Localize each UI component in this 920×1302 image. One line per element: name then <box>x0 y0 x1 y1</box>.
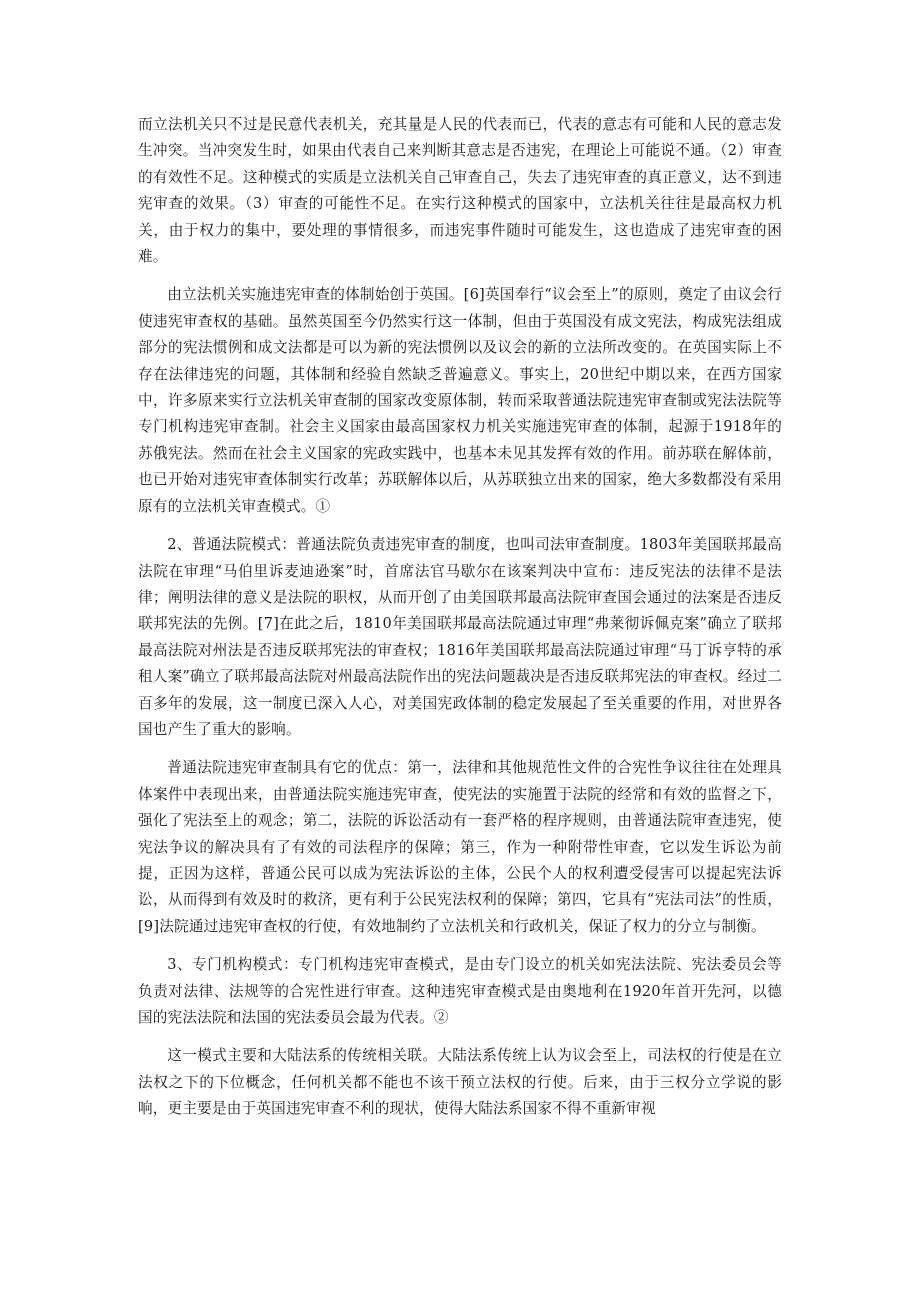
paragraph-british-origin: 由立法机关实施违宪审查的体制始创于英国。[6]英国奉行“议会至上”的原则，奠定了由议会行使违宪审查权的基础。虽然英国至今仍然实行这一体制，但由于英国没有成文宪法，构成宪法组成部分的宪法惯例和成文法都是可以为新的宪法惯例以及议会的新的立法所改变的。在英国实际上不存在法律违宪的问题，其体制和经验自然缺乏普遍意义。事实上，20世纪中期以来，在西方国家中，许多原来实行立法机关审查制的国家改变原体制，转而采取普通法院违宪审查制或宪法法院等专门机构违宪审查制。社会主义国家由最高国家权力机关实施违宪审查的体制，起源于1918年的苏俄宪法。然而在社会主义国家的宪政实践中，也基本未见其发挥有效的作用。前苏联在解体前，也已开始对违宪审查体制实行改革；苏联解体以后，从苏联独立出来的国家，绝大多数都没有采用原有的立法机关审查模式。① <box>138 286 782 515</box>
paragraph-ordinary-court-advantages: 普通法院违宪审查制具有它的优点：第一，法律和其他规范性文件的合宪性争议往往在处理具体案件中表现出来，由普通法院实施违宪审查，使宪法的实施置于法院的经常和有效的监督之下，强化了宪法至上的观念；第二，法院的诉讼活动有一套严格的程序规则，由普通法院审查违宪，使宪法争议的解决具有了有效的司法程序的保障；第三，作为一种附带性审查，它以发生诉讼为前提，正因为这样，普通公民可以成为宪法诉讼的主体，公民个人的权利遭受侵害可以提起宪法诉讼，从而得到有效及时的救济，更有利于公民宪法权利的保障；第四，它具有“宪法司法”的性质，[9]法院通过违宪审查权的行使，有效地制约了立法机关和行政机关，保证了权力的分立与制衡。 <box>138 759 782 935</box>
paragraph-special-body-model: 3、专门机构模式：专门机构违宪审查模式，是由专门设立的机关如宪法法院、宪法委员会等负责对法律、法规等的合宪性进行审查。这种违宪审查模式是由奥地利在1920年首开先河，以德国的宪法法院和法国的宪法委员会最为代表。② <box>138 956 782 1026</box>
paragraph-continental-law-tradition: 这一模式主要和大陆法系的传统相关联。大陆法系传统上认为议会至上，司法权的行使是在立法权之下的下位概念，任何机关都不能也不该干预立法权的行使。后来，由于三权分立学说的影响，更主要是由于英国违宪审查不利的现状，使得大陆法系国家不得不重新审视 <box>138 1047 782 1118</box>
paragraph-legislative-review-drawbacks: 而立法机关只不过是民意代表机关，充其量是人民的代表而已，代表的意志有可能和人民的意志发生冲突。当冲突发生时，如果由代表自己来判断其意志是否违宪，在理论上可能说不通。（2）审查的有效性不足。这种模式的实质是立法机关自己审查自己，失去了违宪审查的真正意义，达不到违宪审查的效果。（3）审查的可能性不足。在实行这种模式的国家中，立法机关往往是最高权力机关，由于权力的集中，要处理的事情很多，而违宪事件随时可能发生，这也造成了违宪审查的困难。 <box>138 116 782 266</box>
paragraph-ordinary-court-model: 2、普通法院模式：普通法院负责违宪审查的制度，也叫司法审查制度。1803年美国联邦最高法院在审理“马伯里诉麦迪逊案”时，首席法官马歇尔在该案判决中宣布：违反宪法的法律不是法律；阐明法律的意义是法院的职权，从而开创了由美国联邦最高法院审查国会通过的法案是否违反联邦宪法的先例。[7]在此之后，1810年美国联邦最高法院通过审理“弗莱彻诉佩克案”确立了联邦最高法院对州法是否违反联邦宪法的审查权；1816年美国联邦最高法院通过审理“马丁诉亨特的承租人案”确立了联邦最高法院对州最高法院作出的宪法问题裁决是否违反联邦宪法的审查权。经过二百多年的发展，这一制度已深入人心，对美国宪政体制的稳定发展起了至关重要的作用，对世界各国也产生了重大的影响。 <box>138 536 782 738</box>
document-body <box>138 112 782 1135</box>
